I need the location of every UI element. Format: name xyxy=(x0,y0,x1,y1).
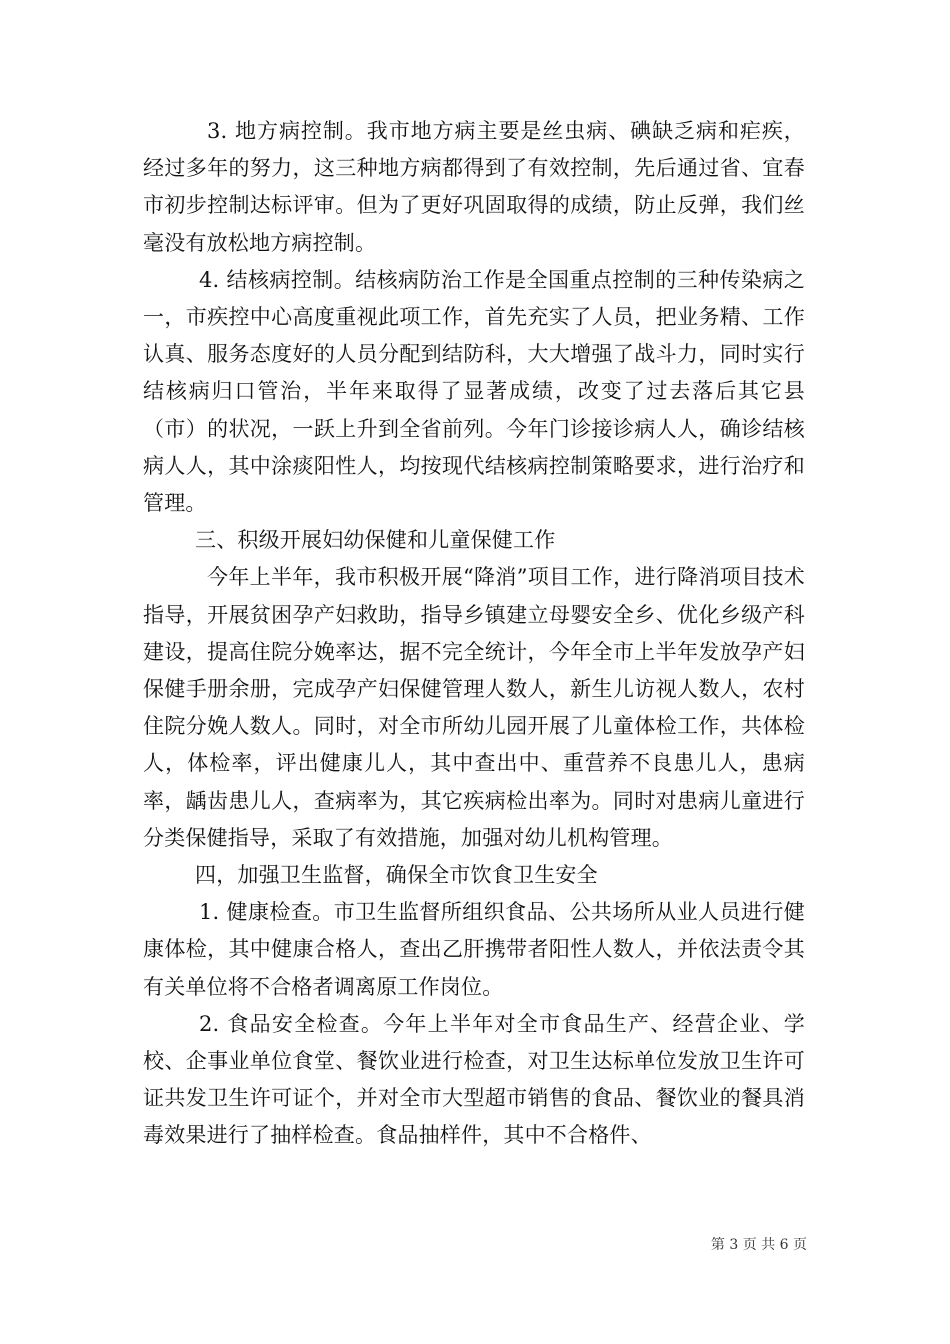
page-number-footer: 第 3 页 共 6 页 xyxy=(710,1237,807,1253)
paragraph-food-safety-inspection: 2. 食品安全检查。今年上半年对全市食品生产、经营企业、学校、企事业单位食堂、餐饮业进行检查，对卫生达标单位发放卫生许可证共发卫生许可证个，并对全市大型超市销售的食品、餐饮业的餐具消毒效果进行了抽样检查。食品抽样件，其中不合格件、 xyxy=(143,1011,805,1148)
paragraph-endemic-disease-control: 3. 地方病控制。我市地方病主要是丝虫病、碘缺乏病和疟疾，经过多年的努力，这三种地方病都得到了有效控制，先后通过省、宜春市初步控制达标评审。但为了更好巩固取得的成绩，防止反弹，我们丝毫没有放松地方病控制。 xyxy=(143,119,805,255)
section-heading-health-supervision: 四，加强卫生监督，确保全市饮食卫生安全 xyxy=(195,863,598,888)
paragraph-tuberculosis-control: 4. 结核病控制。结核病防治工作是全国重点控制的三种传染病之一，市疾控中心高度重视此项工作，首先充实了人员，把业务精、工作认真、服务态度好的人员分配到结防科，大大增强了战斗力，同时实行结核病归口管治，半年来取得了显著成绩，改变了过去落后其它县（市）的状况，一跃上升到全省前列。今年门诊接诊病人人，确诊结核病人人，其中涂痰阳性人，均按现代结核病控制策略要求，进行治疗和管理。 xyxy=(143,267,805,516)
document-body xyxy=(143,113,805,1155)
paragraph-maternal-child-health: 今年上半年，我市积极开展“降消”项目工作，进行降消项目技术指导，开展贫困孕产妇救助，指导乡镇建立母婴安全乡、优化乡级产科建设，提高住院分娩率达，据不完全统计，今年全市上半年发放孕产妇保健手册余册，完成孕产妇保健管理人数人，新生儿访视人数人，农村住院分娩人数人。同时，对全市所幼儿园开展了儿童体检工作，共体检人，体检率，评出健康儿人，其中查出中、重营养不良患儿人，患病率，龋齿患儿人，查病率为，其它疾病检出率为。同时对患病儿童进行分类保健指导，采取了有效措施，加强对幼儿机构管理。 xyxy=(143,565,805,850)
section-heading-maternal-child-health: 三、积级开展妇幼保健和儿童保健工作 xyxy=(195,528,556,553)
paragraph-health-examination: 1. 健康检查。市卫生监督所组织食品、公共场所从业人员进行健康体检，其中健康合格人，查出乙肝携带者阳性人数人，并依法责令其有关单位将不合格者调离原工作岗位。 xyxy=(143,900,805,999)
